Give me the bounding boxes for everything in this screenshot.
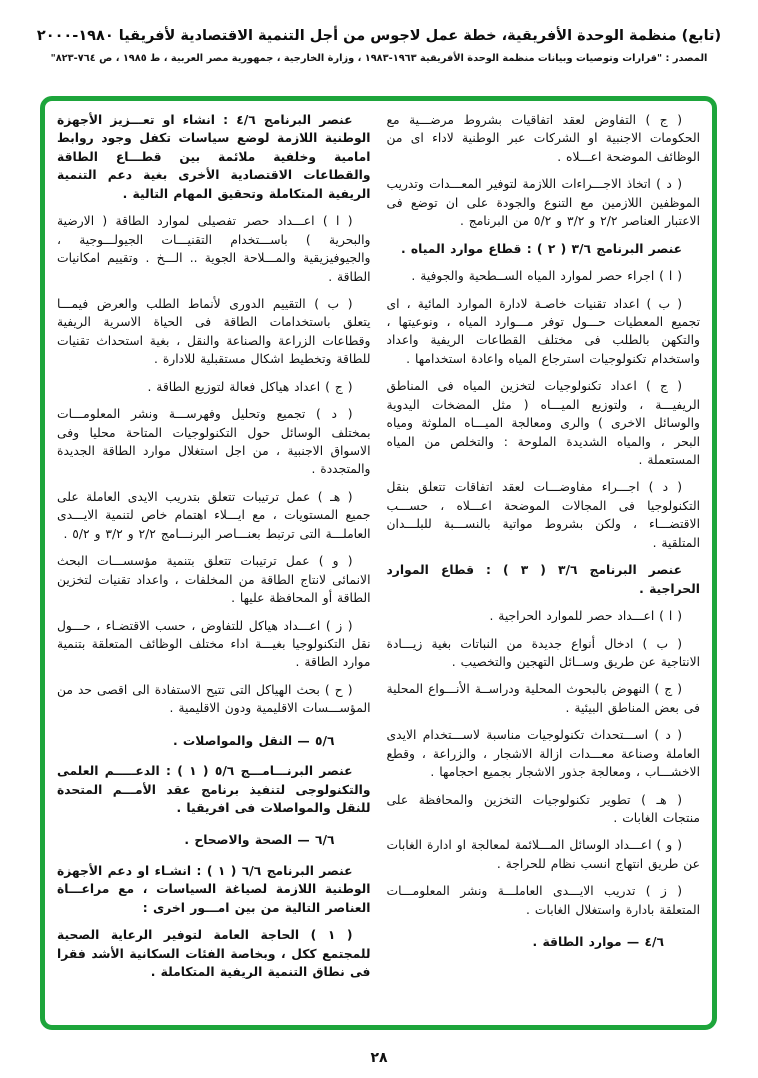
document-source-line: المصدر : "قرارات وتوصيات وبيانات منظمة الوحدة الأفريقية ١٩٦٣-١٩٨٣ ، وزارة الخارجية ، جمهورية مصر العربية ، ط ١٩٨٥ ، ص ٧٦٤-٨٢٣" bbox=[50, 53, 708, 64]
column-right bbox=[387, 111, 701, 1015]
program-element-heading: عنصر البرنامج ٦/٦ ( ١ ) : انشـاء او دعم الأجهزة الوطنية اللازمة لصياغة السياسات ، مع مراعـــاة العناصر التالية من بين امـــور اخرى : bbox=[57, 863, 371, 915]
paragraph: ( ا ) اعـــداد حصر للموارد الحراجية . bbox=[489, 609, 682, 624]
paragraph: ( ج ) التفاوض لعقد اتفاقيات بشروط مرضـــية مع الحكومات الاجنبية او الشركات عبر الوطنية لاداء اى من الوظائف الموضحة اعـــلاه . bbox=[386, 113, 700, 164]
paragraph: ( د ) اتخاذ الاجـــراءات اللازمة لتوفير المعـــدات وتدريب الموظفين اللازمين مع التنوع والجودة على ان توضع فى الاعتبار العناصر ٢/٢ و ٣/٢ و ٥/٢ من البرنامج . bbox=[386, 177, 700, 229]
paragraph: ( ا ) اعـــداد حصر تفصيلى لموارد الطاقة ( الارضية والبحرية ) باســـتخدام التقنيـــات الجيولـــوجية ، والجيوفيزيقية والمـــلاحة الجوية .. الـــخ . وتقييم امكانيات الطاقة . bbox=[57, 214, 371, 284]
paragraph: ( د ) اســـتحداث تكنولوجيات مناسبة لاســـتخدام الايدى العاملة وصناعة معـــدات ازالة الاشجار ، والزراعة ، وقطع الاخشـــاب ، ومعالجة جذور الاشجار بجميع احجامها . bbox=[386, 728, 700, 780]
program-element-heading: عنصر البرنامج ٣/٦ ( ٢ ) : قطاع موارد المياه . bbox=[400, 241, 682, 256]
program-element-heading: عنصر البرنـــامـــج ٥/٦ ( ١ ) : الدعـــــم العلمى والتكنولوجى لتنفيذ برنامج عقد الأمـــم المتحدة للنقل والمواصلات فى افريقيا . bbox=[57, 764, 371, 815]
paragraph: ( ب ) اعداد تقنيات خاصـة لادارة الموارد المائية ، اى تجميع المعطيات حـــول توفر مـــوارد المياه ، ونوعيتها ، والتكهن بالطلب فى مختلف القطاعات الريفية واعداد واستخدام تكنولوجيات استرجاع المياه واعادة استخدامها . bbox=[386, 296, 700, 366]
paragraph: ( د ) تجميع وتحليل وفهرســـة ونشر المعلومـــات بمختلف الوسائل حول التكنولوجيات المتاحة محليا وفى الاسواق الاجنبية ، من اجل استغلال موارد الطاقة الجديدة والمتجددة . bbox=[57, 407, 371, 477]
paragraph: ( هـ ) عمل ترتيبات تتعلق بتدريب الايدى العاملة على جميع المستويات ، مع ايـــلاء اهتمام خاص لتنمية الايـــدى العاملـــة التى ترتبط بعنـــاصر البرنـــامج ٢/٢ و ٣/٢ و ٥/٢ . bbox=[57, 489, 371, 541]
section-heading: ٦/٦ — الصحة والاصحاح . bbox=[184, 833, 335, 848]
page-header bbox=[0, 0, 758, 64]
paragraph: ( د ) اجـــراء مفاوضـــات لعقد اتفاقات تتعلق بنقل التكنولوجيا فى المجالات الموضحة اعـــلاه ، حســـب الاقتضـــاء ، ولكن بشروط مواتية بالنســـبة للبلـــدان المتلقية . bbox=[386, 480, 700, 550]
paragraph: ( ب ) التقييم الدورى لأنماط الطلب والعرض فيمـــا يتعلق باستخدامات الطاقة فى الحياة الاسرية الريفية وقطاعات الزراعة والصناعة والنقل ، بغية استحداث تقنيات للطاقة وتخطيط اشكال مستقبلية للادارة . bbox=[57, 296, 371, 367]
paragraph: ( ح ) بحث الهياكل التى تتيح الاستفادة الى اقصى حد من المؤســـسات الاقليمية ودون الاقليمية . bbox=[57, 682, 371, 716]
paragraph: ( ب ) ادخال أنواع جديدة من النباتات بغية زيـــادة الانتاجية عن طريق وســائل التهجين والتخصيب . bbox=[386, 636, 700, 669]
paragraph: ( ز ) تدريب الايـــدى العاملـــة ونشر المعلومـــات المتعلقة بادارة واستغلال الغابات . bbox=[386, 884, 700, 917]
program-element-heading: عنصر البرنامج ٤/٦ : انشاء او تعـــزيز الأجهزة الوطنية اللازمة لوضع سياسات تكفل وجود روابط امامية وخلفية ملائمة بين قطـــاع الطاقة والقطاعات الاقتصادية الأخرى بغية دعم التنمية الريفية المتكاملة وتحقيق المهام التالية . bbox=[57, 113, 371, 201]
paragraph: ( ١ ) الحاجة العامة لتوفير الرعاية الصحية للمجتمع ككل ، وبخاصة الفئات السكانية الأشد فقرا فى نطاق التنمية الريفية المتكاملة . bbox=[57, 928, 371, 980]
paragraph: ( ج ) اعداد هياكل فعالة لتوزيع الطاقة . bbox=[147, 379, 353, 394]
paragraph: ( و ) اعـــداد الوسائل المـــلائمة لمعالجة او ادارة الغابات عن طريق انتهاج انسب نظام للحراجة . bbox=[386, 838, 700, 871]
paragraph: ( ج ) النهوض بالبحوث المحلية ودراســة الأنـــواع المحلية فى بعض المناطق البيئية . bbox=[386, 682, 700, 715]
column-left bbox=[57, 111, 371, 1015]
paragraph: ( هـ ) تطوير تكنولوجيات التخزين والمحافظة على منتجات الغابات . bbox=[386, 792, 700, 825]
paragraph: ( ج ) اعداد تكنولوجيات لتخزين المياه فى المناطق الريفيـــة ، ولتوزيع الميـــاه ( مثل المضخات اليدوية والوسائل الاخرى ) والرى ومعالجة الميـــاه الملوثة ومياه البحر ، والمياه الشديدة الملوحة : والتخلص من المياه المستعملة . bbox=[386, 379, 700, 467]
paragraph: ( ا ) اجراء حصر لموارد المياه الســطحية والجوفية . bbox=[411, 269, 682, 284]
two-column-text-area bbox=[45, 101, 712, 1025]
section-heading: ٥/٦ — النقل والمواصلات . bbox=[172, 733, 335, 748]
section-heading: ٤/٦ — موارد الطاقة . bbox=[532, 935, 664, 950]
paragraph: ( ز ) اعـــداد هياكل للتفاوض ، حسب الاقتضـاء ، حـــول نقل التكنولوجيا بغيـــة اداء مختلف الوظائف المتعلقة بتنمية موارد الطاقة . bbox=[57, 618, 371, 670]
green-border-frame bbox=[40, 96, 717, 1030]
paragraph: ( و ) عمل ترتيبات تتعلق بتنمية مؤسســـات البحث الانمائى لانتاج الطاقة من المخلفات ، واعداد تقنيات لتخزين الطاقة أو المحافظة عليها . bbox=[57, 554, 371, 606]
page-number: ٢٨ bbox=[370, 1050, 388, 1066]
program-element-heading: عنصر البرنامج ٣/٦ ( ٣ ) : قطاع الموارد الحراجية . bbox=[386, 563, 700, 596]
document-title: (تابع) منظمة الوحدة الأفريقية، خطة عمل لاجوس من أجل التنمية الاقتصادية لأفريقيا ١٩٨٠-٢٠٠٠ bbox=[36, 28, 722, 44]
